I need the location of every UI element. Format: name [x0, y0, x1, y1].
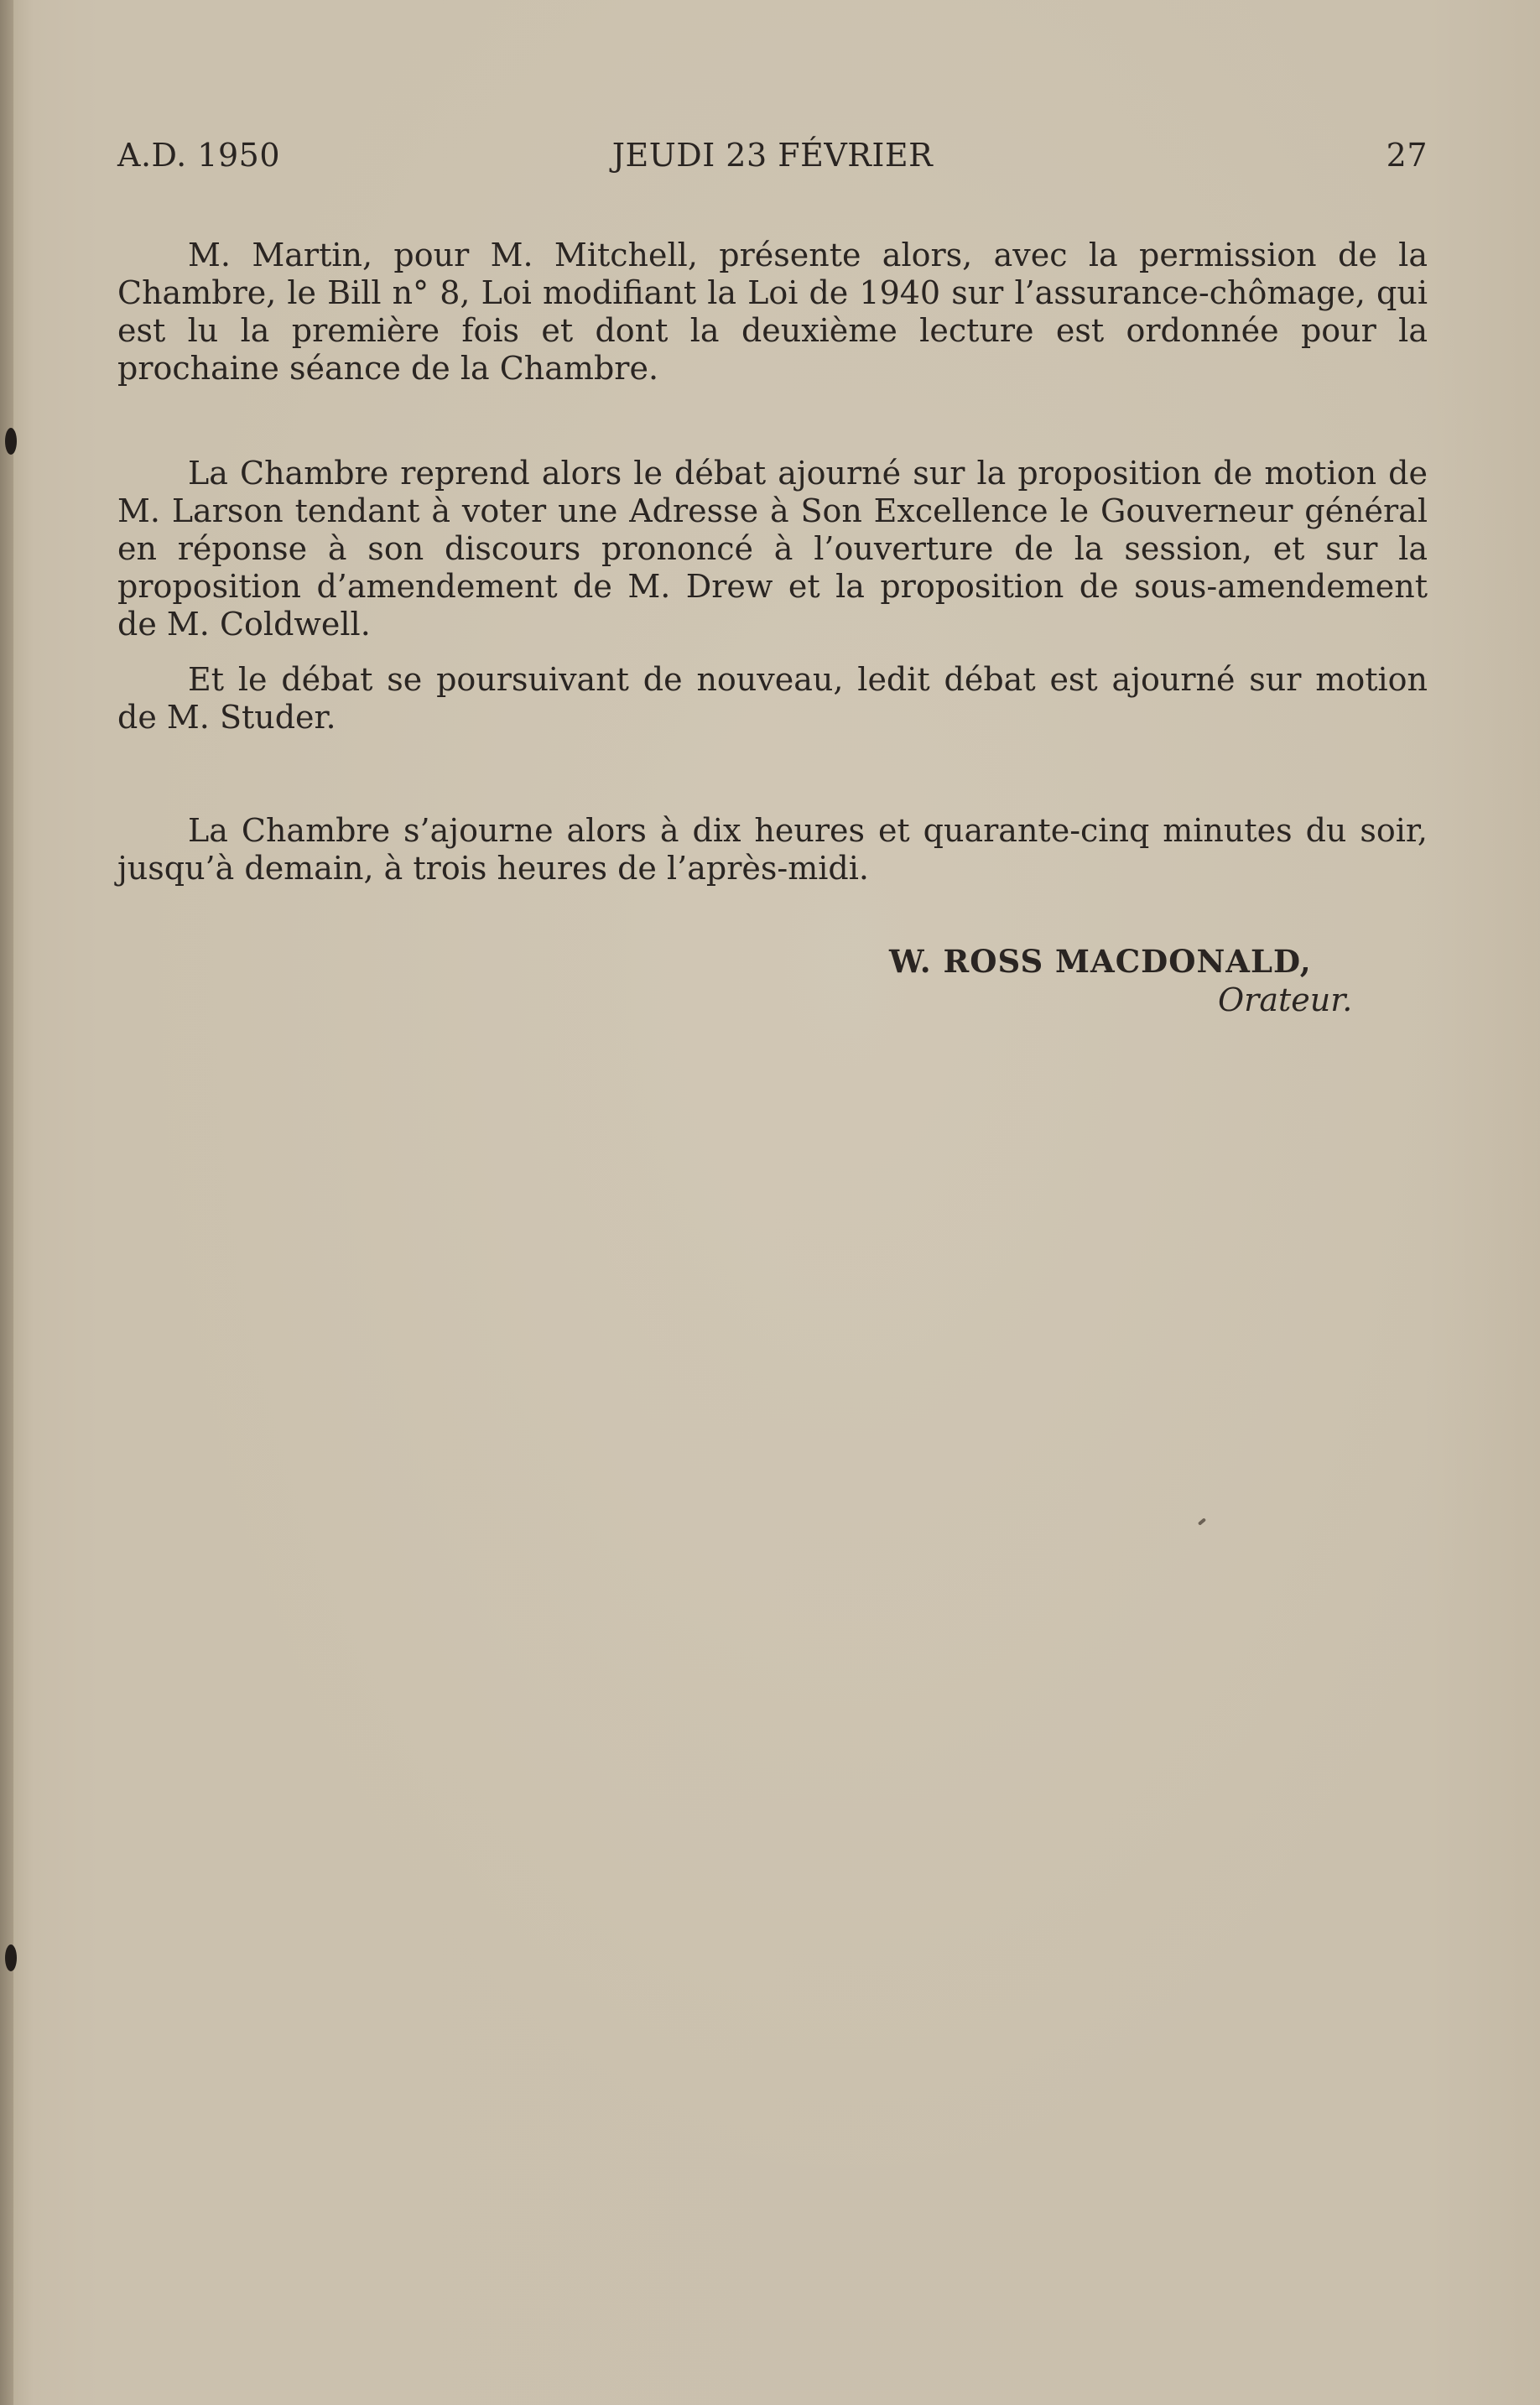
page-number: 27 [1386, 137, 1428, 174]
paragraph-bill-introduction: M. Martin, pour M. Mitchell, présente alors, avec la permission de la Chambre, le Bill n° 8, Loi modifiant la Loi de 1940 sur l’assurance-chômage, qui est lu la première fois et dont la deuxième lecture est ordonnée pour la prochaine séance de la Chambre. [117, 237, 1428, 387]
paper-speck [1198, 1517, 1206, 1525]
paragraph-debate-adjourned: Et le débat se poursuivant de nouveau, ledit débat est ajourné sur motion de M. Studer. [117, 661, 1428, 736]
paragraph-house-adjourns: La Chambre s’ajourne alors à dix heures et quarante-cinq minutes du soir, jusqu’à demain, à trois heures de l’après-midi. [117, 812, 1428, 887]
paragraph-debate-resumed: La Chambre reprend alors le débat ajourné sur la proposition de motion de M. Larson tendant à voter une Adresse à Son Excellence le Gouverneur général en réponse à son discours prononcé à l’ouverture de la session, et sur la proposition d’amendement de M. Drew et la proposition de sous-amendement de M. Coldwell. [117, 455, 1428, 643]
ink-spot [5, 1944, 17, 1971]
page-binding-edge [0, 0, 13, 2405]
signature-name: W. ROSS MACDONALD, [889, 943, 1312, 980]
ink-spot [5, 428, 17, 455]
running-head [117, 137, 1428, 179]
signature-title: Orateur. [1218, 981, 1353, 1018]
header-year: A.D. 1950 [117, 137, 280, 174]
header-date: JEUDI 23 FÉVRIER [611, 137, 934, 174]
